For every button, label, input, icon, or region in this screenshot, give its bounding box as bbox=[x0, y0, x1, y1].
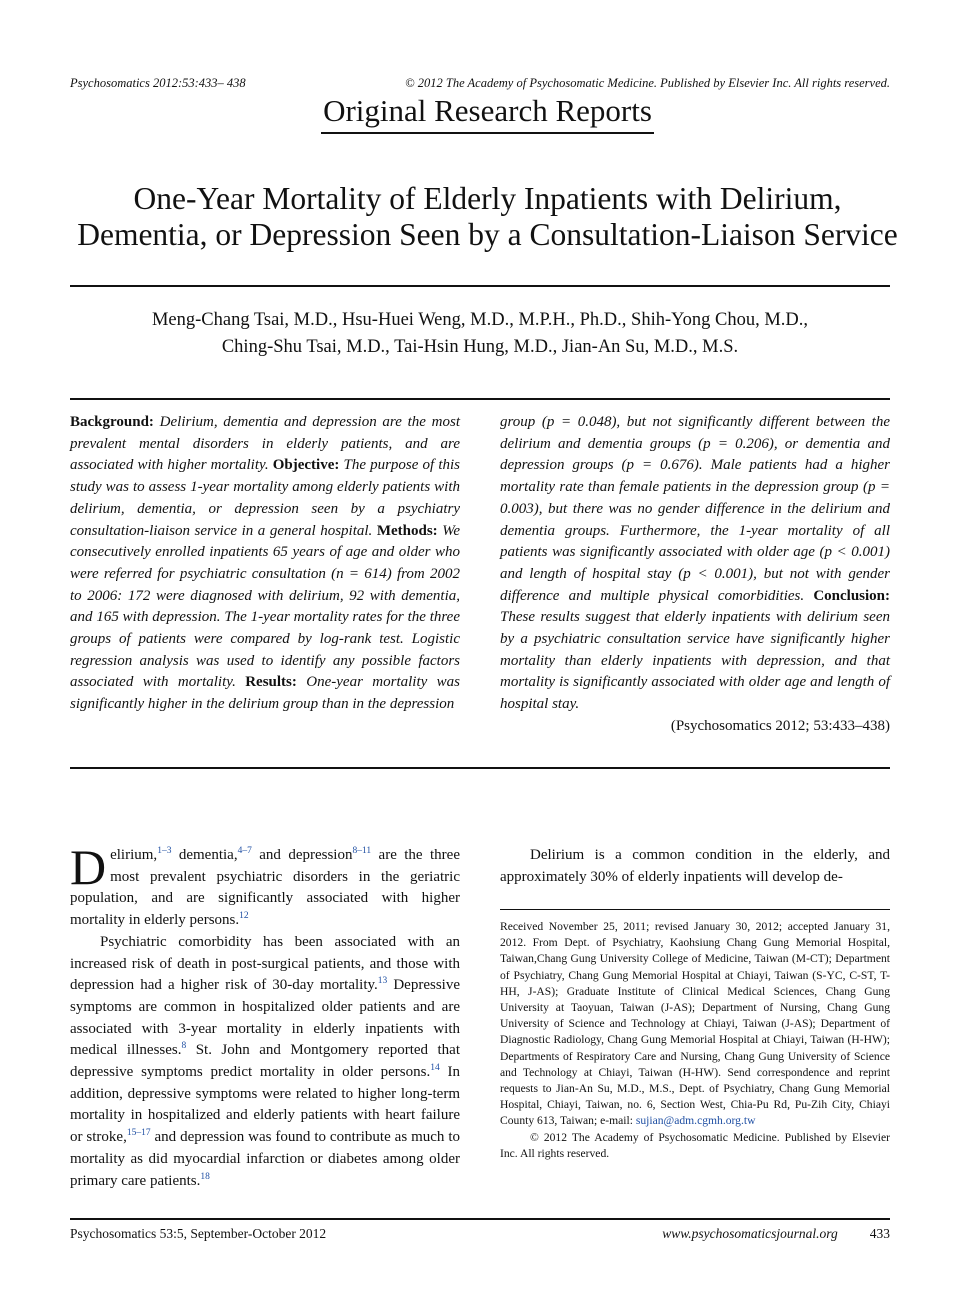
authors-line-2: Ching-Shu Tsai, M.D., Tai-Hsin Hung, M.D., Jian-An Su, M.D., M.S. bbox=[221, 337, 739, 357]
reference-link[interactable]: 12 bbox=[239, 911, 249, 922]
section-heading-wrapper bbox=[0, 92, 975, 134]
reference-link[interactable]: 15–17 bbox=[126, 1128, 151, 1139]
body-text: Psychiatric comorbidity has been associated with an increased risk of death in post-surgical patients, and those with depression had a higher risk of 30-day mortality. bbox=[70, 933, 460, 994]
abstract-top-divider bbox=[70, 398, 890, 400]
authors-line-1: Meng-Chang Tsai, M.D., Hsu-Huei Weng, M.D., M.P.H., Ph.D., Shih-Yong Chou, M.D., bbox=[151, 310, 809, 330]
body-column-right bbox=[500, 845, 890, 888]
journal-url-link[interactable]: www.psychosomaticsjournal.org bbox=[662, 1226, 838, 1241]
correspondence-email-link[interactable]: sujian@adm.cgmh.org.tw bbox=[635, 1114, 756, 1128]
abstract-results-part-1: One-year mortality was significantly higher in the delirium group than in the depression bbox=[70, 674, 460, 713]
title-divider bbox=[70, 285, 890, 287]
abstract-objective-label: Objective: bbox=[272, 457, 340, 474]
body-paragraph-2 bbox=[70, 932, 460, 1192]
section-heading: Original Research Reports bbox=[321, 92, 654, 134]
article-title-line-1: One-Year Mortality of Elderly Inpatients with Delirium, bbox=[133, 181, 842, 216]
reference-link[interactable]: 8–11 bbox=[352, 846, 372, 856]
abstract-objective: The purpose of this study was to assess 1-year mortality among elderly patients with delirium, dementia, or depression seen by a psychiatry consultation-liaison service in a general hospital. bbox=[70, 457, 461, 539]
abstract-conclusion: These results suggest that elderly inpatients with delirium seen by a psychiatric consultation service have significantly higher mortality than elderly inpatients with depression, and that mortality is significantly associated with older age and length of hospital stay. bbox=[500, 609, 890, 713]
reference-link[interactable]: 13 bbox=[377, 976, 388, 987]
abstract-methods-label: Methods: bbox=[376, 522, 438, 539]
abstract-column-right bbox=[500, 412, 890, 738]
body-text: St. John and Montgomery reported that depressive symptoms predict mortality in older persons. bbox=[70, 1042, 461, 1081]
page-number: 433 bbox=[869, 1226, 890, 1241]
running-header-copyright: © 2012 The Academy of Psychosomatic Medicine. Published by Elsevier Inc. All rights reserved. bbox=[405, 76, 890, 90]
body-text: and depression bbox=[251, 847, 353, 863]
body-paragraph-3: Delirium is a common condition in the elderly, and approximately 30% of elderly inpatients will develop de- bbox=[500, 847, 890, 885]
reference-link[interactable]: 18 bbox=[200, 1171, 210, 1182]
reference-link[interactable]: 4–7 bbox=[237, 846, 252, 856]
footer-issue: Psychosomatics 53:5, September-October 2012 bbox=[70, 1226, 327, 1241]
body-text: Depressive symptoms are common in hospitalized older patients and are associated with 3-year mortality in elderly inpatients with medical illnesses. bbox=[70, 977, 460, 1059]
reference-link[interactable]: 14 bbox=[430, 1063, 440, 1074]
abstract-background-label: Background: bbox=[70, 414, 154, 430]
article-footnote bbox=[500, 919, 890, 1162]
footnote-divider bbox=[500, 909, 890, 910]
article-title bbox=[60, 181, 915, 253]
reference-link[interactable]: 8 bbox=[181, 1041, 187, 1052]
body-text: dementia, bbox=[171, 847, 238, 863]
abstract-methods: We consecutively enrolled inpatients 65 years of age and older who were referred for psychiatric consultation (n = 614) from 2002 to 2006: 172 were diagnosed with delirium, 92 with dementia, and 165 with depression. The 1-year mortality rates for the three groups of patients were compared by log-rank test. Logistic regression analysis was used to identify any possible factors associated with mortality. bbox=[70, 522, 460, 691]
footer-right bbox=[600, 1226, 890, 1242]
abstract-bottom-divider bbox=[70, 767, 890, 769]
footnote-text: Received November 25, 2011; revised January 30, 2012; accepted January 31, 2012. From Dept. of Psychiatry, Kaohsiung Chang Gung Memorial Hospital, Taiwan,Chang Gung University College of Medicine, Taiwan (M-CT); Department of Psychiatry, Chang Gung Memorial Hospital at Chiayi, Taiwan (S-YC, C-ST, T-HH, J-AS); Graduate Institute of Clinical Medical Sciences, Chang Gung University at Taoyuan, Taiwan (J-AS); Department of Nursing, Chang Gung University of Science and Technology at Chiayi, Taiwan (J-AS); Department of Diagnostic Radiology, Chang Gung Memorial Hospital at Chiayi, Taiwan (H-HW); Departments of Respiratory Care and Nursing, Chang Gung University of Science and Technology at Chiayi, Taiwan (H-HW). Send correspondence and reprint requests to Jian-An Su, M.D., M.S., Dept. of Psychiatry, Chang Gung Memorial Hospital, Chiayi, Taiwan, no. 6, Section West, Chia-Pu Rd, Pu-Zih City, Chiayi County 613, Taiwan; e-mail: bbox=[500, 920, 890, 1128]
abstract-background: Delirium, dementia and depression are the most prevalent mental disorders in elderly patients, and are associated with higher mortality. bbox=[70, 414, 460, 474]
drop-cap: D bbox=[70, 839, 107, 895]
body-text: are the three most prevalent psychiatric disorders in the geriatric population, and are significantly associated with higher mortality in elderly persons. bbox=[70, 847, 460, 929]
reference-link[interactable]: 1–3 bbox=[157, 846, 172, 856]
abstract-results-label: Results: bbox=[245, 674, 297, 691]
author-list bbox=[70, 307, 890, 361]
abstract-column-left bbox=[70, 412, 460, 716]
abstract-results-part-2: group (p = 0.048), but not significantly different between the delirium and dementia groups (p = 0.206), or dementia and depression groups (p = 0.676). Male patients had a higher mortality rate than female patients in the depression group (p = 0.003), but there was no gender difference in the delirium and dementia groups. Furthermore, the 1-year mortality of all patients was significantly associated with older age (p < 0.001) and length of hospital stay (p < 0.001), but not with gender difference and multiple physical comorbidities. bbox=[500, 414, 890, 604]
abstract-conclusion-label: Conclusion: bbox=[813, 587, 890, 604]
footer-divider bbox=[70, 1218, 890, 1220]
body-text: In addition, depressive symptoms were related to higher long-term mortality in hospitalized and elderly patients with heart failure or stroke, bbox=[70, 1064, 460, 1146]
body-column-left bbox=[70, 839, 461, 1192]
article-title-line-2: Dementia, or Depression Seen by a Consultation-Liaison Service bbox=[77, 217, 898, 252]
body-paragraph-1 bbox=[70, 839, 460, 932]
running-header-citation: Psychosomatics 2012:53:433– 438 bbox=[70, 76, 246, 90]
footnote-copyright: © 2012 The Academy of Psychosomatic Medicine. Published by Elsevier Inc. All rights reserved. bbox=[500, 1130, 890, 1160]
abstract-citation: (Psychosomatics 2012; 53:433–438) bbox=[670, 717, 890, 734]
body-text: elirium, bbox=[110, 847, 158, 863]
body-text: and depression was found to contribute as much to mortality as did myocardial infarction or diabetes among older primary care patients. bbox=[70, 1129, 460, 1189]
